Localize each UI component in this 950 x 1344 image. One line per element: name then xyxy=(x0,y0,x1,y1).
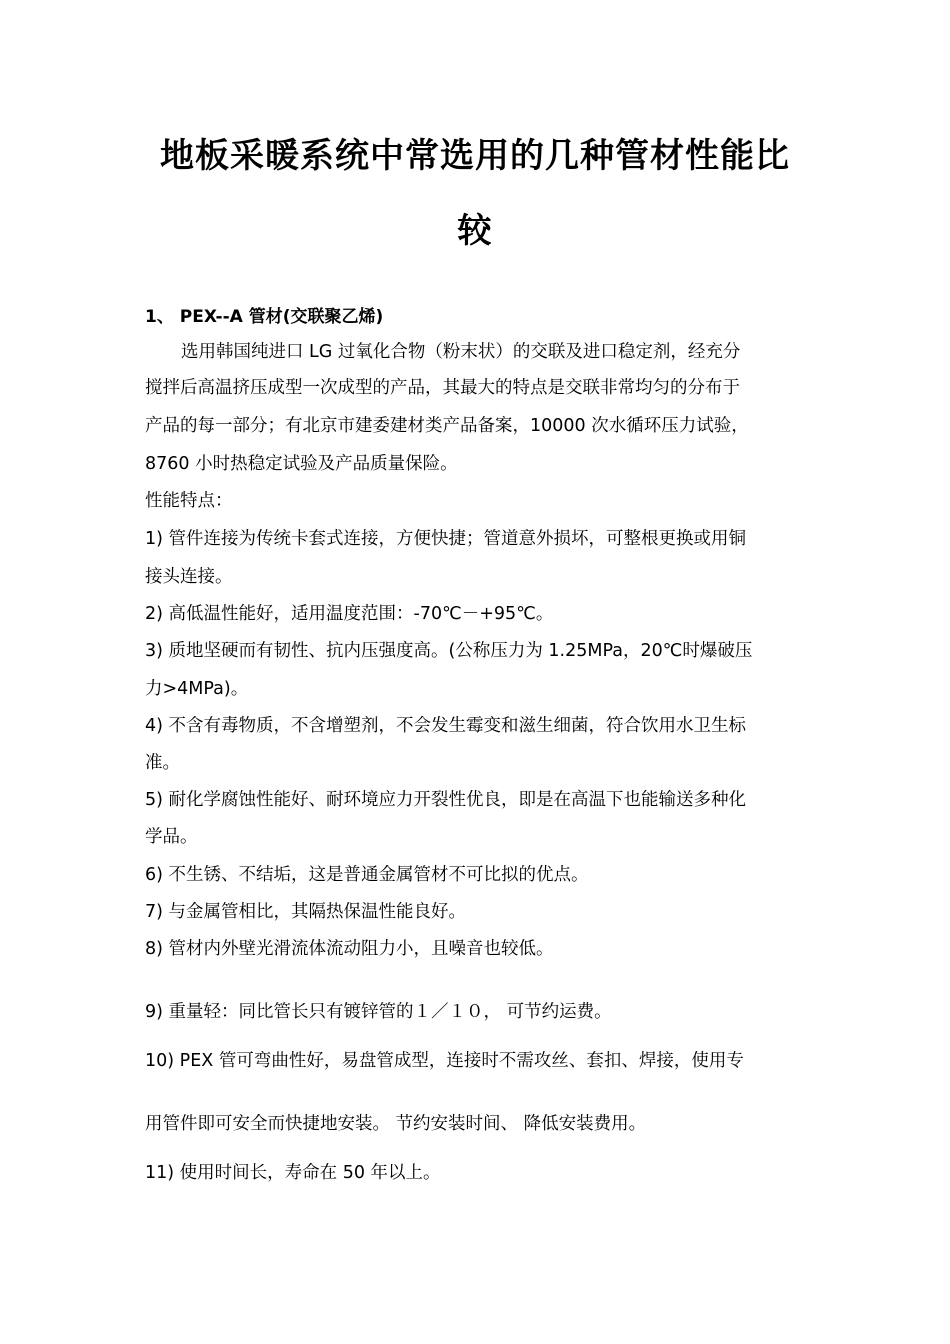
feature-line: 5) 耐化学腐蚀性能好、耐环境应力开裂性优良，即是在高温下也能输送多种化 xyxy=(145,790,747,810)
feature-line: 力>4MPa)。 xyxy=(145,679,249,699)
features-label: 性能特点： xyxy=(145,491,233,511)
feature-line: 用管件即可安全而快捷地安装。 节约安装时间、 降低安装费用。 xyxy=(145,1114,647,1134)
feature-line: 9) 重量轻：同比管长只有镀锌管的１／１０， 可节约运费。 xyxy=(145,1002,612,1022)
feature-line: 6) 不生锈、不结垢，这是普通金属管材不可比拟的优点。 xyxy=(145,865,589,885)
intro-line-2: 搅拌后高温挤压成型一次成型的产品，其最大的特点是交联非常均匀的分布于 xyxy=(145,378,740,398)
intro-line-1: 选用韩国纯进口 LG 过氧化合物（粉末状）的交联及进口稳定剂，经充分 xyxy=(181,342,741,362)
feature-line: 学品。 xyxy=(145,827,198,847)
feature-line: 4) 不含有毒物质，不含增塑剂，不会发生霉变和滋生细菌，符合饮用水卫生标 xyxy=(145,716,747,736)
intro-line-3: 产品的每一部分；有北京市建委建材类产品备案，10000 次水循环压力试验， xyxy=(145,416,749,436)
feature-line: 3) 质地坚硬而有韧性、抗内压强度高。(公称压力为 1.25MPa，20℃时爆破压 xyxy=(145,641,753,661)
section-heading: 1、 PEX--A 管材(交联聚乙烯) xyxy=(145,307,384,327)
document-title-line-1: 地板采暖系统中常选用的几种管材性能比 xyxy=(160,136,790,176)
intro-line-4: 8760 小时热稳定试验及产品质量保险。 xyxy=(145,454,458,474)
feature-line: 7) 与金属管相比，其隔热保温性能良好。 xyxy=(145,902,467,922)
feature-line: 8) 管材内外壁光滑流体流动阻力小，且噪音也较低。 xyxy=(145,939,554,959)
feature-line: 1) 管件连接为传统卡套式连接，方便快捷；管道意外损坏，可整根更换或用铜 xyxy=(145,529,747,549)
feature-line: 10) PEX 管可弯曲性好，易盘管成型，连接时不需攻丝、套扣、焊接，使用专 xyxy=(145,1051,744,1071)
feature-line: 准。 xyxy=(145,753,180,773)
feature-line: 接头连接。 xyxy=(145,567,233,587)
document-title-line-2: 较 xyxy=(457,211,493,251)
feature-line: 2) 高低温性能好，适用温度范围：-70℃－+95℃。 xyxy=(145,604,554,624)
feature-line: 11) 使用时间长，寿命在 50 年以上。 xyxy=(145,1163,441,1183)
